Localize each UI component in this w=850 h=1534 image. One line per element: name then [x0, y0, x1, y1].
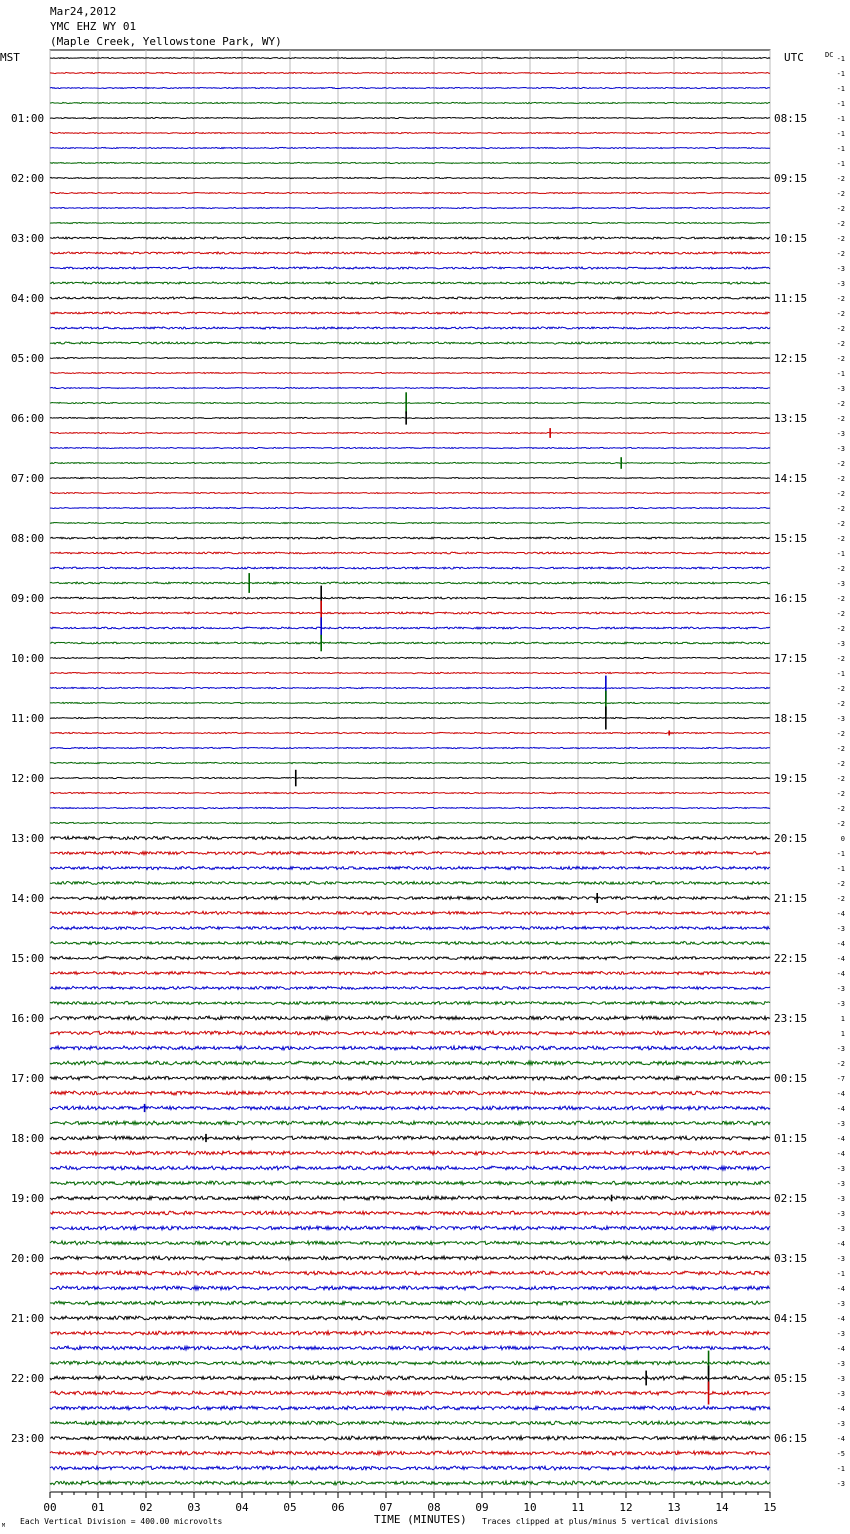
mst-hour-label: 21:00 — [11, 1312, 45, 1325]
dc-offset-label: -1 — [836, 85, 845, 93]
dc-offset-label: -3 — [836, 1300, 845, 1308]
dc-offset-label: 0 — [840, 835, 845, 843]
trace-line — [50, 132, 770, 133]
mst-hour-label: 05:00 — [11, 352, 45, 365]
trace-line — [50, 896, 770, 899]
trace-line — [50, 911, 770, 914]
dc-label: DC — [825, 51, 834, 59]
dc-offset-label: 1 — [840, 1030, 845, 1038]
trace-line — [50, 462, 770, 463]
utc-hour-label: 17:15 — [774, 652, 808, 665]
trace-line — [50, 672, 770, 673]
utc-hour-label: 20:15 — [774, 832, 808, 845]
trace-line — [50, 1001, 770, 1004]
trace-line — [50, 1031, 770, 1035]
trace-line — [50, 1196, 770, 1200]
dc-offset-label: -1 — [836, 160, 845, 168]
trace-line — [50, 372, 770, 373]
dc-offset-label: -4 — [836, 970, 845, 978]
dc-offset-label: -3 — [836, 1045, 845, 1053]
trace-line — [50, 567, 770, 569]
x-tick-label: 04 — [235, 1501, 249, 1514]
trace-line — [50, 207, 770, 208]
trace-line — [50, 57, 770, 58]
header-date: Mar24,2012 — [50, 5, 117, 18]
trace-line — [50, 522, 770, 523]
dc-offset-label: -4 — [836, 1315, 845, 1323]
trace-line — [50, 297, 770, 299]
dc-offset-label: -3 — [836, 1225, 845, 1233]
trace-line — [50, 1421, 770, 1425]
dc-offset-label: -2 — [836, 220, 845, 228]
header-station: YMC EHZ WY 01 — [50, 20, 137, 33]
dc-offset-label: -2 — [836, 625, 845, 633]
mst-hour-label: 01:00 — [11, 112, 45, 125]
utc-hour-label: 06:15 — [774, 1432, 808, 1445]
trace-line — [50, 612, 770, 614]
dc-offset-label: -3 — [836, 1330, 845, 1338]
mst-hour-label: 14:00 — [11, 892, 45, 905]
utc-hour-label: 13:15 — [774, 412, 808, 425]
trace-line — [50, 147, 770, 148]
trace-line — [50, 1301, 770, 1305]
dc-offset-label: -2 — [836, 175, 845, 183]
trace-line — [50, 1316, 770, 1320]
trace-line — [50, 1331, 770, 1335]
dc-offset-label: -2 — [836, 490, 845, 498]
trace-line — [50, 1016, 770, 1020]
mst-hour-label: 11:00 — [11, 712, 45, 725]
utc-hour-label: 05:15 — [774, 1372, 808, 1385]
dc-offset-label: -1 — [836, 55, 845, 63]
dc-offset-label: -3 — [836, 1000, 845, 1008]
dc-offset-label: -2 — [836, 790, 845, 798]
dc-offset-label: -2 — [836, 400, 845, 408]
dc-offset-label: -2 — [836, 745, 845, 753]
dc-offset-label: -2 — [836, 700, 845, 708]
dc-offset-label: -1 — [836, 865, 845, 873]
dc-offset-label: -2 — [836, 310, 845, 318]
dc-offset-label: 1 — [840, 1015, 845, 1023]
mst-hour-label: 17:00 — [11, 1072, 45, 1085]
dc-offset-label: -5 — [836, 1450, 845, 1458]
trace-line — [50, 72, 770, 73]
trace-line — [50, 492, 770, 493]
x-tick-label: 14 — [715, 1501, 729, 1514]
header-location: (Maple Creek, Yellowstone Park, WY) — [50, 35, 282, 48]
utc-hour-label: 01:15 — [774, 1132, 808, 1145]
dc-offset-label: -2 — [836, 610, 845, 618]
dc-offset-label: -1 — [836, 850, 845, 858]
trace-line — [50, 552, 770, 554]
utc-hour-label: 02:15 — [774, 1192, 808, 1205]
trace-line — [50, 1166, 770, 1170]
dc-offset-label: -2 — [836, 535, 845, 543]
trace-line — [50, 162, 770, 163]
trace-line — [50, 1346, 770, 1350]
utc-hour-label: 19:15 — [774, 772, 808, 785]
trace-line — [50, 836, 770, 839]
dc-offset-label: -2 — [836, 355, 845, 363]
trace-line — [50, 627, 770, 629]
trace-line — [50, 327, 770, 329]
mst-hour-label: 04:00 — [11, 292, 45, 305]
trace-line — [50, 1241, 770, 1245]
dc-offset-label: -3 — [836, 430, 845, 438]
dc-offset-label: -2 — [836, 520, 845, 528]
x-tick-label: 03 — [187, 1501, 201, 1514]
trace-line — [50, 1151, 770, 1155]
dc-offset-label: -4 — [836, 1090, 845, 1098]
trace-line — [50, 1406, 770, 1410]
trace-line — [50, 402, 770, 403]
dc-offset-label: -3 — [836, 715, 845, 723]
utc-hour-label: 08:15 — [774, 112, 808, 125]
dc-offset-label: -3 — [836, 640, 845, 648]
trace-line — [50, 447, 770, 448]
trace-line — [50, 1391, 770, 1395]
trace-line — [50, 1121, 770, 1125]
trace-line — [50, 1136, 770, 1140]
dc-offset-label: -3 — [836, 265, 845, 273]
mst-hour-label: 13:00 — [11, 832, 45, 845]
trace-line — [50, 237, 770, 239]
dc-offset-label: -2 — [836, 325, 845, 333]
dc-offset-label: -2 — [836, 880, 845, 888]
trace-line — [50, 1226, 770, 1230]
trace-line — [50, 702, 770, 703]
utc-hour-label: 21:15 — [774, 892, 808, 905]
dc-offset-label: -2 — [836, 415, 845, 423]
dc-offset-label: -4 — [836, 1405, 845, 1413]
dc-offset-label: -3 — [836, 1390, 845, 1398]
mst-hour-label: 03:00 — [11, 232, 45, 245]
dc-offset-label: -2 — [836, 895, 845, 903]
dc-offset-label: -4 — [836, 940, 845, 948]
trace-line — [50, 986, 770, 989]
x-tick-label: 01 — [91, 1501, 105, 1514]
x-tick-label: 10 — [523, 1501, 537, 1514]
trace-layer — [50, 57, 770, 1485]
utc-hour-label: 12:15 — [774, 352, 808, 365]
left-timezone-label: MST — [0, 51, 20, 64]
trace-line — [50, 866, 770, 869]
trace-line — [50, 342, 770, 344]
dc-offset-label: -3 — [836, 1180, 845, 1188]
dc-offset-label: -3 — [836, 280, 845, 288]
x-tick-label: 00 — [43, 1501, 57, 1514]
trace-line — [50, 941, 770, 944]
x-tick-label: 07 — [379, 1501, 393, 1514]
trace-line — [50, 432, 770, 433]
dc-offset-label: -2 — [836, 775, 845, 783]
x-tick-label: 08 — [427, 1501, 441, 1514]
dc-offset-label: -4 — [836, 1150, 845, 1158]
trace-line — [50, 642, 770, 644]
dc-offset-label: -2 — [836, 505, 845, 513]
dc-offset-label: -2 — [836, 760, 845, 768]
utc-hour-label: 18:15 — [774, 712, 808, 725]
dc-offset-label: -3 — [836, 580, 845, 588]
mst-hour-label: 18:00 — [11, 1132, 45, 1145]
dc-offset-label: -3 — [836, 925, 845, 933]
utc-hour-label: 22:15 — [774, 952, 808, 965]
dc-offset-label: -4 — [836, 1435, 845, 1443]
dc-offset-label: -2 — [836, 595, 845, 603]
trace-line — [50, 267, 770, 269]
dc-offset-label: -1 — [836, 100, 845, 108]
trace-line — [50, 1436, 770, 1440]
trace-line — [50, 747, 770, 748]
trace-line — [50, 117, 770, 118]
dc-offset-label: -4 — [836, 1240, 845, 1248]
trace-line — [50, 732, 770, 733]
plot-frame — [50, 50, 770, 1492]
trace-line — [50, 926, 770, 929]
utc-hour-label: 16:15 — [774, 592, 808, 605]
dc-offset-label: -3 — [836, 1165, 845, 1173]
trace-line — [50, 1046, 770, 1050]
trace-line — [50, 582, 770, 584]
trace-line — [50, 1451, 770, 1455]
trace-line — [50, 971, 770, 974]
dc-offset-label: -2 — [836, 295, 845, 303]
dc-offset-label: -2 — [836, 730, 845, 738]
dc-offset-label: -2 — [836, 205, 845, 213]
utc-hour-label: 23:15 — [774, 1012, 808, 1025]
dc-offset-label: -1 — [836, 1270, 845, 1278]
dc-offset-label: -1 — [836, 370, 845, 378]
trace-line — [50, 1271, 770, 1275]
trace-line — [50, 507, 770, 508]
dc-offset-label: -1 — [836, 115, 845, 123]
dc-offset-label: -2 — [836, 1060, 845, 1068]
footer-left: Each Vertical Division = 400.00 microvolts — [20, 1517, 223, 1526]
trace-line — [50, 1061, 770, 1065]
trace-line — [50, 687, 770, 688]
dc-offset-label: -2 — [836, 475, 845, 483]
trace-line — [50, 1106, 770, 1110]
footer-right: Traces clipped at plus/minus 5 vertical divisions — [482, 1517, 719, 1526]
mst-hour-label: 02:00 — [11, 172, 45, 185]
trace-line — [50, 282, 770, 284]
dc-offset-label: -3 — [836, 1195, 845, 1203]
utc-hour-label: 10:15 — [774, 232, 808, 245]
trace-line — [50, 1091, 770, 1095]
mst-hour-label: 16:00 — [11, 1012, 45, 1025]
trace-line — [50, 1466, 770, 1470]
mst-hour-label: 12:00 — [11, 772, 45, 785]
x-tick-label: 02 — [139, 1501, 153, 1514]
mst-hour-label: 23:00 — [11, 1432, 45, 1445]
dc-offset-label: -4 — [836, 1135, 845, 1143]
trace-line — [50, 807, 770, 808]
dc-offset-label: -3 — [836, 1120, 845, 1128]
utc-hour-label: 11:15 — [774, 292, 808, 305]
mst-hour-label: 07:00 — [11, 472, 45, 485]
trace-line — [50, 1256, 770, 1260]
dc-offset-label: -2 — [836, 250, 845, 258]
trace-line — [50, 851, 770, 854]
dc-offset-label: -2 — [836, 565, 845, 573]
trace-line — [50, 387, 770, 388]
trace-line — [50, 222, 770, 223]
x-tick-label: 13 — [667, 1501, 681, 1514]
dc-offset-label: -4 — [836, 1345, 845, 1353]
trace-line — [50, 822, 770, 823]
dc-offset-label: -2 — [836, 340, 845, 348]
trace-line — [50, 881, 770, 884]
utc-hour-label: 04:15 — [774, 1312, 808, 1325]
trace-line — [50, 537, 770, 539]
dc-offset-label: -3 — [836, 445, 845, 453]
trace-line — [50, 1361, 770, 1365]
dc-offset-label: -2 — [836, 190, 845, 198]
dc-offset-label: -4 — [836, 910, 845, 918]
trace-line — [50, 1181, 770, 1185]
trace-line — [50, 762, 770, 763]
dc-offset-label: -2 — [836, 460, 845, 468]
trace-line — [50, 177, 770, 178]
dc-offset-label: -3 — [836, 1360, 845, 1368]
trace-line — [50, 597, 770, 599]
trace-line — [50, 657, 770, 658]
dc-offset-label: -2 — [836, 235, 845, 243]
trace-line — [50, 956, 770, 959]
x-tick-label: 12 — [619, 1501, 633, 1514]
dc-offset-label: -3 — [836, 1255, 845, 1263]
mst-hour-label: 10:00 — [11, 652, 45, 665]
dc-offset-label: -3 — [836, 385, 845, 393]
mst-hour-label: 09:00 — [11, 592, 45, 605]
dc-offset-label: -2 — [836, 805, 845, 813]
dc-offset-label: -4 — [836, 1285, 845, 1293]
dc-offset-label: -4 — [836, 1105, 845, 1113]
trace-line — [50, 1286, 770, 1290]
trace-line — [50, 777, 770, 778]
mst-hour-label: 20:00 — [11, 1252, 45, 1265]
trace-line — [50, 252, 770, 254]
mst-hour-label: 15:00 — [11, 952, 45, 965]
mst-hour-label: 22:00 — [11, 1372, 45, 1385]
trace-line — [50, 87, 770, 88]
dc-offset-label: -3 — [836, 985, 845, 993]
trace-line — [50, 102, 770, 103]
x-axis-title: TIME (MINUTES) — [374, 1513, 467, 1526]
trace-line — [50, 192, 770, 193]
dc-offset-label: -1 — [836, 1465, 845, 1473]
trace-line — [50, 717, 770, 718]
dc-offset-label: -2 — [836, 655, 845, 663]
mst-hour-label: 19:00 — [11, 1192, 45, 1205]
utc-hour-label: 09:15 — [774, 172, 808, 185]
mst-hour-label: 06:00 — [11, 412, 45, 425]
trace-line — [50, 357, 770, 358]
dc-offset-label: -1 — [836, 130, 845, 138]
dc-offset-label: -3 — [836, 1420, 845, 1428]
dc-offset-label: -2 — [836, 685, 845, 693]
trace-line — [50, 1076, 770, 1080]
right-timezone-label: UTC — [784, 51, 804, 64]
dc-offset-label: -3 — [836, 1210, 845, 1218]
utc-hour-label: 00:15 — [774, 1072, 808, 1085]
x-tick-label: 05 — [283, 1501, 297, 1514]
dc-offset-label: -4 — [836, 955, 845, 963]
trace-line — [50, 1376, 770, 1380]
trace-line — [50, 417, 770, 418]
dc-offset-label: -1 — [836, 145, 845, 153]
x-tick-label: 15 — [763, 1501, 777, 1514]
dc-offset-label: -3 — [836, 1480, 845, 1488]
utc-hour-label: 14:15 — [774, 472, 808, 485]
trace-line — [50, 1211, 770, 1215]
trace-line — [50, 792, 770, 793]
x-tick-label: 11 — [571, 1501, 585, 1514]
x-tick-label: 09 — [475, 1501, 489, 1514]
utc-hour-label: 15:15 — [774, 532, 808, 545]
trace-line — [50, 1481, 770, 1485]
dc-offset-label: -1 — [836, 70, 845, 78]
dc-offset-label: -1 — [836, 670, 845, 678]
dc-offset-label: -7 — [836, 1075, 845, 1083]
dc-offset-label: -1 — [836, 550, 845, 558]
corner-mark: M — [2, 1523, 6, 1529]
dc-offset-label: -2 — [836, 820, 845, 828]
label-layer — [11, 55, 845, 1514]
trace-line — [50, 477, 770, 478]
dc-offset-label: -3 — [836, 1375, 845, 1383]
trace-line — [50, 312, 770, 314]
mst-hour-label: 08:00 — [11, 532, 45, 545]
utc-hour-label: 03:15 — [774, 1252, 808, 1265]
x-tick-label: 06 — [331, 1501, 345, 1514]
